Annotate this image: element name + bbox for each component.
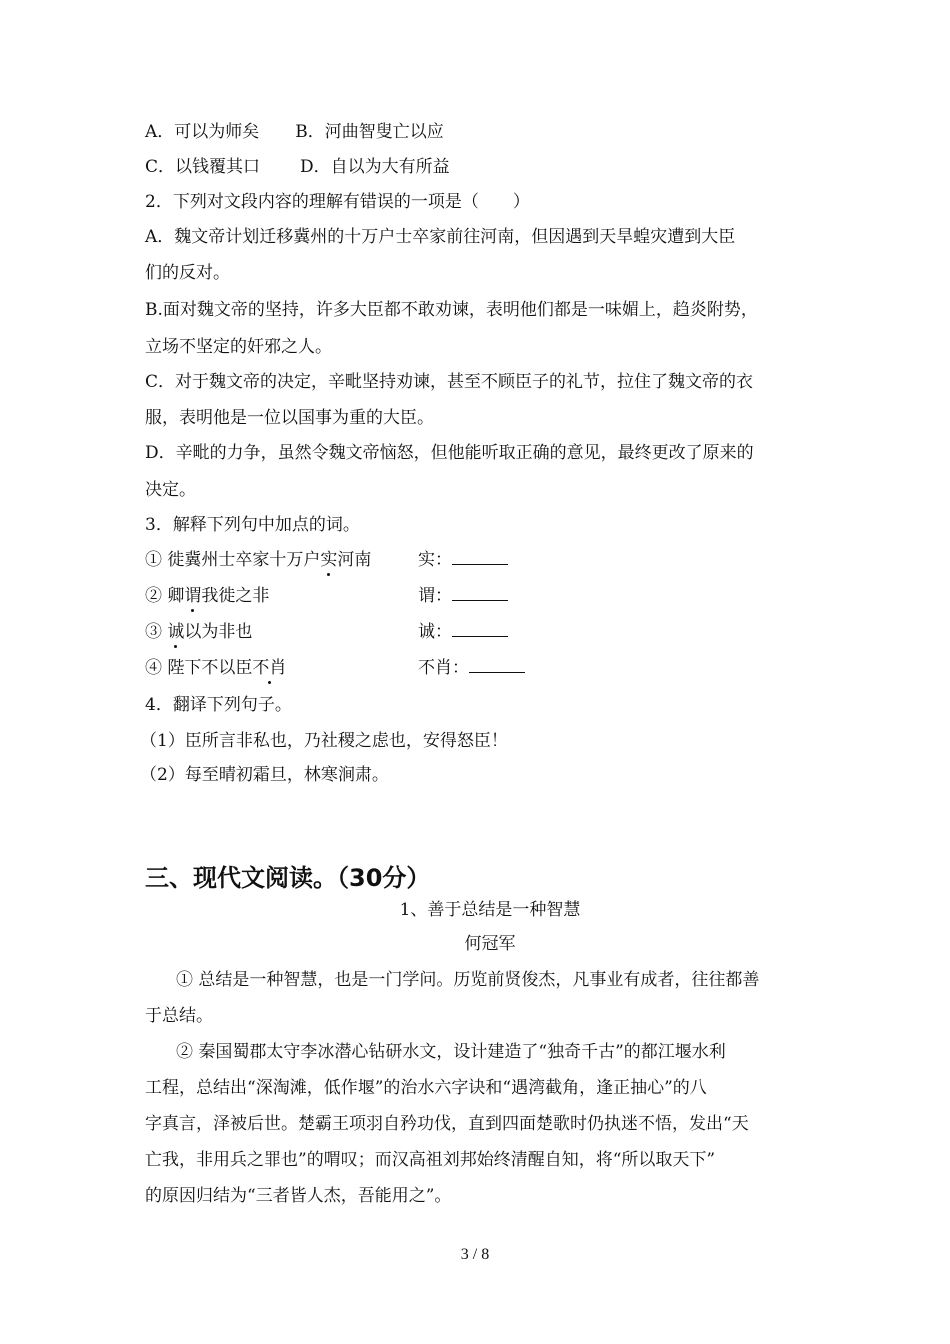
paragraph-1-line2: 于总结。: [145, 1006, 213, 1026]
paragraph-2-line2: 工程，总结出“深淘滩，低作堰”的治水六字诀和“遇湾截角，逢正抽心”的八: [145, 1078, 707, 1098]
dotted-word: 诚: [167, 622, 185, 642]
q1-options-row2: [145, 157, 450, 177]
q2-stem: 2．下列对文段内容的理解有错误的一项是（ ）: [145, 192, 530, 212]
article-title: 1、善于总结是一种智慧: [399, 900, 581, 920]
option-c: C．以钱覆其口: [145, 157, 261, 177]
paragraph-2-line4: 亡我，非用兵之罪也”的喟叹；而汉高祖刘邦始终清醒自知，将“所以取天下”: [145, 1150, 716, 1170]
answer-blank[interactable]: [452, 586, 508, 601]
q3-answer-1: 实：: [418, 550, 508, 570]
dotted-word: 谓: [184, 586, 202, 606]
q3-stem: 3．解释下列句中加点的词。: [145, 515, 360, 535]
q4-sentence-1: （1）臣所言非私也，乃社稷之虑也，安得怒臣！: [140, 731, 508, 751]
option-b: B．河曲智叟亡以应: [295, 122, 444, 142]
page-number: 3 / 8: [460, 1246, 490, 1263]
q2-option-a-line2: 们的反对。: [145, 263, 230, 283]
q4-sentence-2: （2）每至晴初霜旦，林寒涧肃。: [140, 765, 389, 785]
q2-option-b-line1: B.面对魏文帝的坚持，许多大臣都不敢劝谏，表明他们都是一味媚上，趋炎附势，: [145, 300, 758, 320]
q2-option-a-line1: A．魏文帝计划迁移冀州的十万户士卒家前往河南，但因遇到天旱蝗灾遭到大臣: [145, 227, 736, 247]
answer-blank[interactable]: [452, 622, 508, 637]
article-author: 何冠军: [464, 934, 516, 954]
q1-options-row1: [145, 122, 444, 142]
q2-option-c-line2: 服，表明他是一位以国事为重的大臣。: [145, 408, 434, 428]
q3-answer-3: 诚：: [418, 622, 508, 642]
q4-stem: 4．翻译下列句子。: [145, 695, 292, 715]
answer-blank[interactable]: [469, 658, 525, 673]
section-heading: 三、现代文阅读。（30分）: [145, 864, 431, 892]
q2-option-c-line1: C．对于魏文帝的决定，辛毗坚持劝谏，甚至不顾臣子的礼节，拉住了魏文帝的衣: [145, 372, 754, 392]
paragraph-2-line3: 字真言，泽被后世。楚霸王项羽自矜功伐，直到四面楚歌时仍执迷不悟，发出“天: [145, 1114, 749, 1134]
paragraph-1-line1: ① 总结是一种智慧，也是一门学问。历览前贤俊杰，凡事业有成者，往往都善: [176, 970, 760, 990]
answer-blank[interactable]: [452, 550, 508, 565]
option-d: D．自以为大有所益: [300, 157, 450, 177]
q3-answer-4: 不肖：: [418, 658, 525, 678]
q2-option-d-line2: 决定。: [145, 480, 196, 500]
option-a: A．可以为师矣: [145, 122, 260, 142]
q3-item-3: ③ 诚以为非也: [145, 622, 253, 642]
q3-item-4: ④ 陛下不以臣不肖: [145, 658, 287, 678]
q3-answer-2: 谓：: [418, 586, 508, 606]
paragraph-2-line1: ② 秦国蜀郡太守李冰潜心钻研水文，设计建造了“独奇千古”的都江堰水利: [176, 1042, 726, 1062]
paragraph-2-line5: 的原因归结为“三者皆人杰，吾能用之”。: [145, 1186, 452, 1206]
q2-option-b-line2: 立场不坚定的奸邪之人。: [145, 337, 332, 357]
q3-item-2: ② 卿谓我徙之非: [145, 586, 270, 606]
dotted-word: 实: [320, 550, 338, 570]
dotted-word: 不肖: [252, 658, 287, 678]
q3-item-1: ① 徙冀州士卒家十万户实河南: [145, 550, 372, 570]
q2-option-d-line1: D．辛毗的力争，虽然令魏文帝恼怒，但他能听取正确的意见，最终更改了原来的: [145, 443, 754, 463]
